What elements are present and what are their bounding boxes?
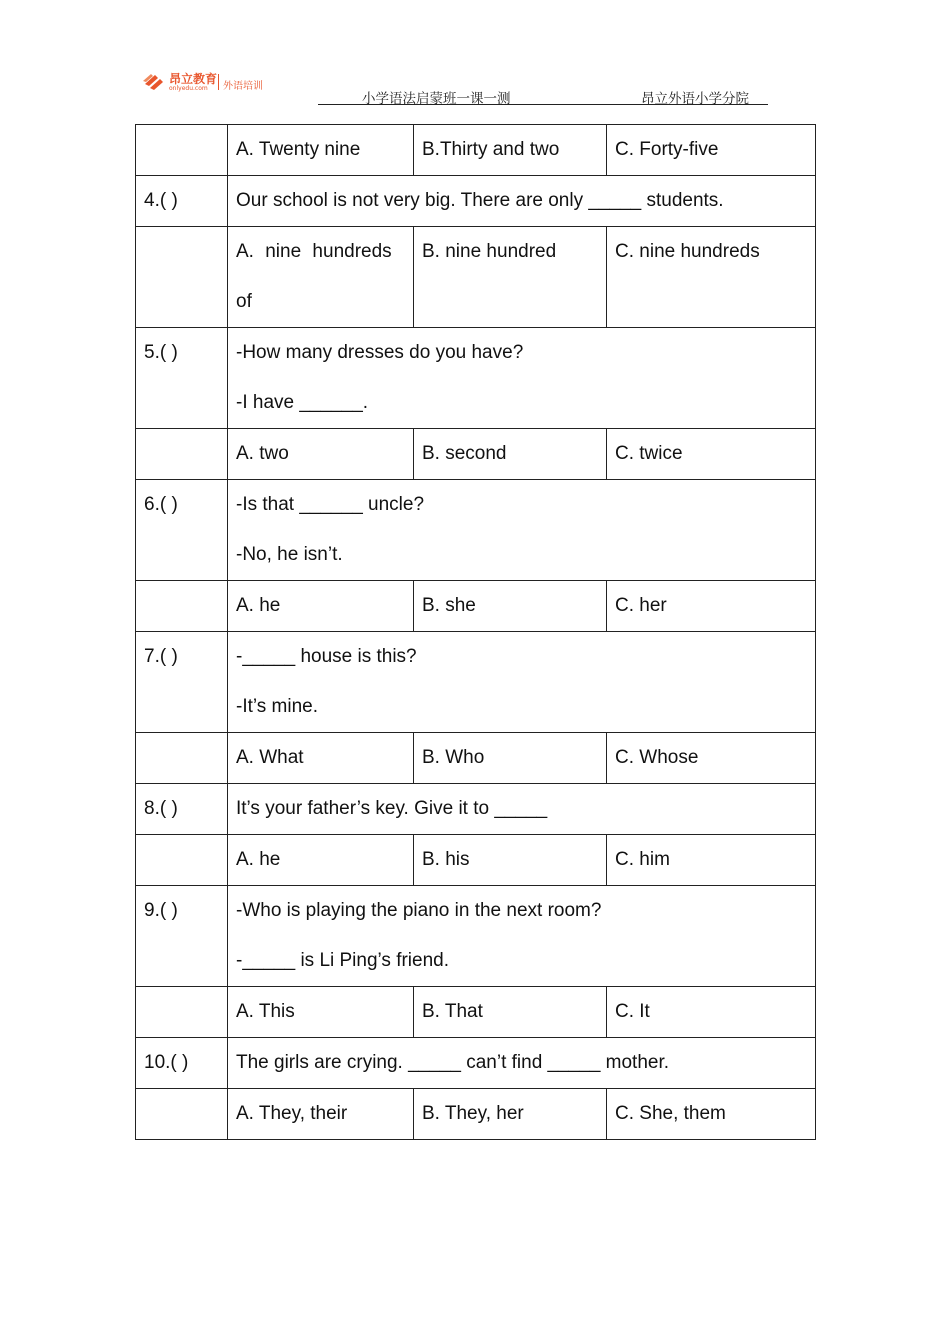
option-a-line: of — [236, 291, 252, 312]
option-b: B. nine hundred — [414, 227, 607, 328]
question-text — [228, 328, 816, 429]
question-text — [228, 176, 816, 227]
question-line: The girls are crying. _____ can’t find _____ mother. — [236, 1052, 670, 1073]
question-row — [136, 784, 816, 835]
option-b: B. she — [414, 581, 607, 632]
logo-divider — [218, 74, 219, 90]
logo-site-text: onlyedu.com — [169, 85, 208, 92]
option-a: A. They, their — [228, 1089, 414, 1140]
logo-swirl-icon — [143, 72, 167, 92]
option-a: A. Twenty nine — [228, 125, 414, 176]
option-c: C. twice — [607, 429, 816, 480]
question-text — [228, 632, 816, 733]
question-number-cell — [136, 987, 228, 1038]
option-c: C. her — [607, 581, 816, 632]
page-header — [318, 86, 768, 105]
question-number-cell — [136, 1089, 228, 1140]
question-row — [136, 328, 816, 429]
option-b: B.Thirty and two — [414, 125, 607, 176]
question-line: -Who is playing the piano in the next room? — [236, 900, 602, 921]
question-text — [228, 480, 816, 581]
question-number: 6.( ) — [136, 480, 228, 581]
option-b: B. That — [414, 987, 607, 1038]
options-row — [136, 1089, 816, 1140]
question-number: 10.( ) — [136, 1038, 228, 1089]
option-a — [228, 227, 414, 328]
options-row — [136, 125, 816, 176]
question-number-cell — [136, 227, 228, 328]
options-row — [136, 581, 816, 632]
question-number: 8.( ) — [136, 784, 228, 835]
question-number: 5.( ) — [136, 328, 228, 429]
question-text — [228, 1038, 816, 1089]
header-course-title: 小学语法启蒙班一课一测 — [362, 91, 511, 107]
option-a: A. This — [228, 987, 414, 1038]
options-row — [136, 429, 816, 480]
answer-line: -I have ______. — [236, 392, 369, 413]
question-text — [228, 784, 816, 835]
header-school-name: 昂立外语小学分院 — [641, 91, 749, 107]
option-a: A. What — [228, 733, 414, 784]
question-line: Our school is not very big. There are only _____ students. — [236, 190, 724, 211]
option-b: B. second — [414, 429, 607, 480]
option-a: A. two — [228, 429, 414, 480]
option-c: C. nine hundreds — [607, 227, 816, 328]
options-row — [136, 835, 816, 886]
question-number-cell — [136, 429, 228, 480]
options-row — [136, 733, 816, 784]
answer-line: -It’s mine. — [236, 696, 319, 717]
question-row — [136, 1038, 816, 1089]
question-number-cell — [136, 835, 228, 886]
option-c: C. She, them — [607, 1089, 816, 1140]
question-line: -Is that ______ uncle? — [236, 494, 425, 515]
option-b: B. his — [414, 835, 607, 886]
logo-brand-text: 昂立教育 — [169, 72, 218, 86]
option-a: A. he — [228, 835, 414, 886]
question-row — [136, 176, 816, 227]
question-number: 7.( ) — [136, 632, 228, 733]
option-c: C. him — [607, 835, 816, 886]
question-number: 4.( ) — [136, 176, 228, 227]
question-number-cell — [136, 125, 228, 176]
question-number-cell — [136, 581, 228, 632]
question-row — [136, 886, 816, 987]
question-line: It’s your father’s key. Give it to _____ — [236, 798, 548, 819]
option-b: B. They, her — [414, 1089, 607, 1140]
options-row — [136, 987, 816, 1038]
question-number-cell — [136, 733, 228, 784]
option-c: C. Forty-five — [607, 125, 816, 176]
answer-line: -_____ is Li Ping’s friend. — [236, 950, 449, 971]
answer-line: -No, he isn’t. — [236, 544, 343, 565]
option-c: C. Whose — [607, 733, 816, 784]
question-line: -_____ house is this? — [236, 646, 417, 667]
option-a-line: A. nine hundreds — [236, 241, 392, 262]
question-row — [136, 480, 816, 581]
question-text — [228, 886, 816, 987]
option-a: A. he — [228, 581, 414, 632]
quiz-table — [135, 124, 816, 1140]
options-row — [136, 227, 816, 328]
question-row — [136, 632, 816, 733]
company-logo — [143, 70, 273, 96]
option-b: B. Who — [414, 733, 607, 784]
option-c: C. It — [607, 987, 816, 1038]
question-line: -How many dresses do you have? — [236, 342, 524, 363]
logo-sub-text: 外语培训 — [223, 81, 263, 92]
question-number: 9.( ) — [136, 886, 228, 987]
